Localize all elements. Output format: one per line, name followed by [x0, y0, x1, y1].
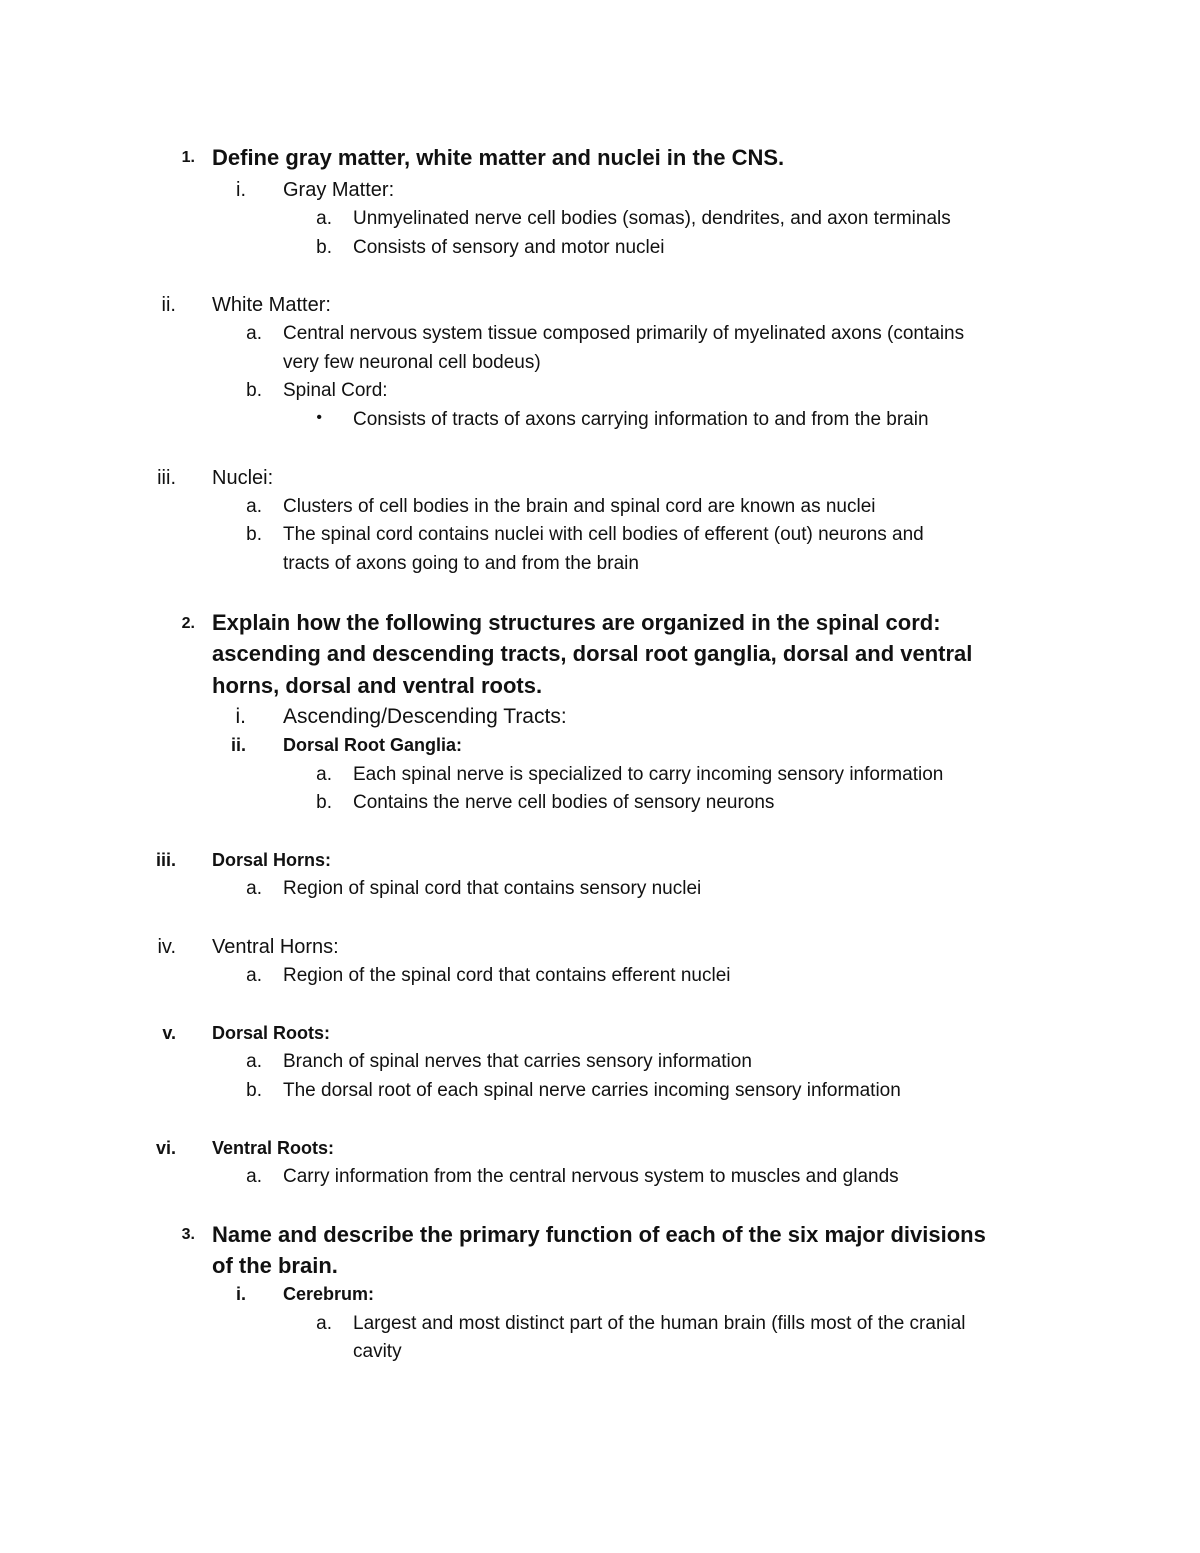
list-letter: b.	[316, 792, 332, 813]
sub-label: Ventral Roots:	[212, 1138, 335, 1158]
item-text: Consists of tracts of axons carrying information to and from the brain	[353, 409, 929, 430]
sub-label: Ascending/Descending Tracts:	[283, 705, 567, 728]
sub-label: Ventral Horns:	[212, 936, 339, 958]
item-text: cavity	[353, 1341, 402, 1362]
sub-label: White Matter:	[212, 294, 331, 316]
list-letter: a.	[246, 1051, 262, 1072]
list-letter: b.	[246, 380, 262, 401]
question-text: of the brain.	[212, 1253, 338, 1278]
list-letter: b.	[316, 237, 332, 258]
question-text: Define gray matter, white matter and nuclei in the CNS.	[212, 145, 785, 170]
list-letter: a.	[246, 323, 262, 344]
item-text: Largest and most distinct part of the human brain (fills most of the cranial	[353, 1313, 966, 1334]
list-letter: a.	[246, 1166, 262, 1187]
item-text: The spinal cord contains nuclei with cell bodies of efferent (out) neurons and	[283, 524, 924, 545]
sub-label: Dorsal Horns:	[212, 850, 332, 870]
list-letter: a.	[246, 965, 262, 986]
sub-label: Nuclei:	[212, 467, 274, 489]
item-text: Unmyelinated nerve cell bodies (somas), dendrites, and axon terminals	[353, 208, 951, 229]
list-numeral: iii.	[157, 467, 176, 489]
item-text: very few neuronal cell bodeus)	[283, 352, 541, 373]
item-text: Carry information from the central nervous system to muscles and glands	[283, 1166, 899, 1187]
sub-label: Dorsal Root Ganglia:	[283, 735, 463, 755]
list-letter: b.	[246, 1080, 262, 1101]
sub-label: Dorsal Roots:	[212, 1023, 331, 1043]
bullet-icon: •	[316, 409, 322, 426]
list-numeral: iii.	[155, 850, 176, 870]
list-numeral: iv.	[157, 936, 176, 958]
item-text: Clusters of cell bodies in the brain and spinal cord are known as nuclei	[283, 496, 876, 517]
list-numeral: i.	[236, 179, 246, 201]
item-text: Region of the spinal cord that contains efferent nuclei	[283, 965, 731, 986]
list-numeral: ii.	[230, 735, 246, 755]
list-number: 2.	[181, 615, 195, 632]
list-number: 1.	[181, 149, 195, 166]
item-text: Region of spinal cord that contains sensory nuclei	[283, 878, 702, 899]
item-text: Contains the nerve cell bodies of sensory neurons	[353, 792, 775, 813]
list-numeral: i.	[235, 1284, 246, 1304]
list-numeral: ii.	[161, 294, 176, 316]
item-text: The dorsal root of each spinal nerve carries incoming sensory information	[283, 1080, 901, 1101]
question-text: horns, dorsal and ventral roots.	[212, 673, 543, 698]
item-text: tracts of axons going to and from the brain	[283, 553, 639, 574]
list-numeral: vi.	[155, 1138, 176, 1158]
list-number: 3.	[181, 1226, 195, 1243]
list-letter: a.	[316, 1313, 332, 1334]
list-letter: b.	[246, 524, 262, 545]
list-letter: a.	[316, 208, 332, 229]
list-letter: a.	[316, 764, 332, 785]
item-text: Branch of spinal nerves that carries sensory information	[283, 1051, 752, 1072]
list-numeral: i.	[235, 705, 246, 728]
list-letter: a.	[246, 496, 262, 517]
item-text: Central nervous system tissue composed primarily of myelinated axons (contains	[283, 323, 965, 344]
question-text: Name and describe the primary function of each of the six major divisions	[212, 1222, 986, 1247]
sub-label: Cerebrum:	[283, 1284, 375, 1304]
question-text: Explain how the following structures are organized in the spinal cord:	[212, 610, 941, 635]
item-text: Spinal Cord:	[283, 380, 388, 401]
item-text: Each spinal nerve is specialized to carry incoming sensory information	[353, 764, 944, 785]
question-text: ascending and descending tracts, dorsal root ganglia, dorsal and ventral	[212, 641, 973, 666]
list-letter: a.	[246, 878, 262, 899]
item-text: Consists of sensory and motor nuclei	[353, 237, 665, 258]
list-numeral: v.	[162, 1023, 176, 1043]
sub-label: Gray Matter:	[283, 179, 395, 201]
